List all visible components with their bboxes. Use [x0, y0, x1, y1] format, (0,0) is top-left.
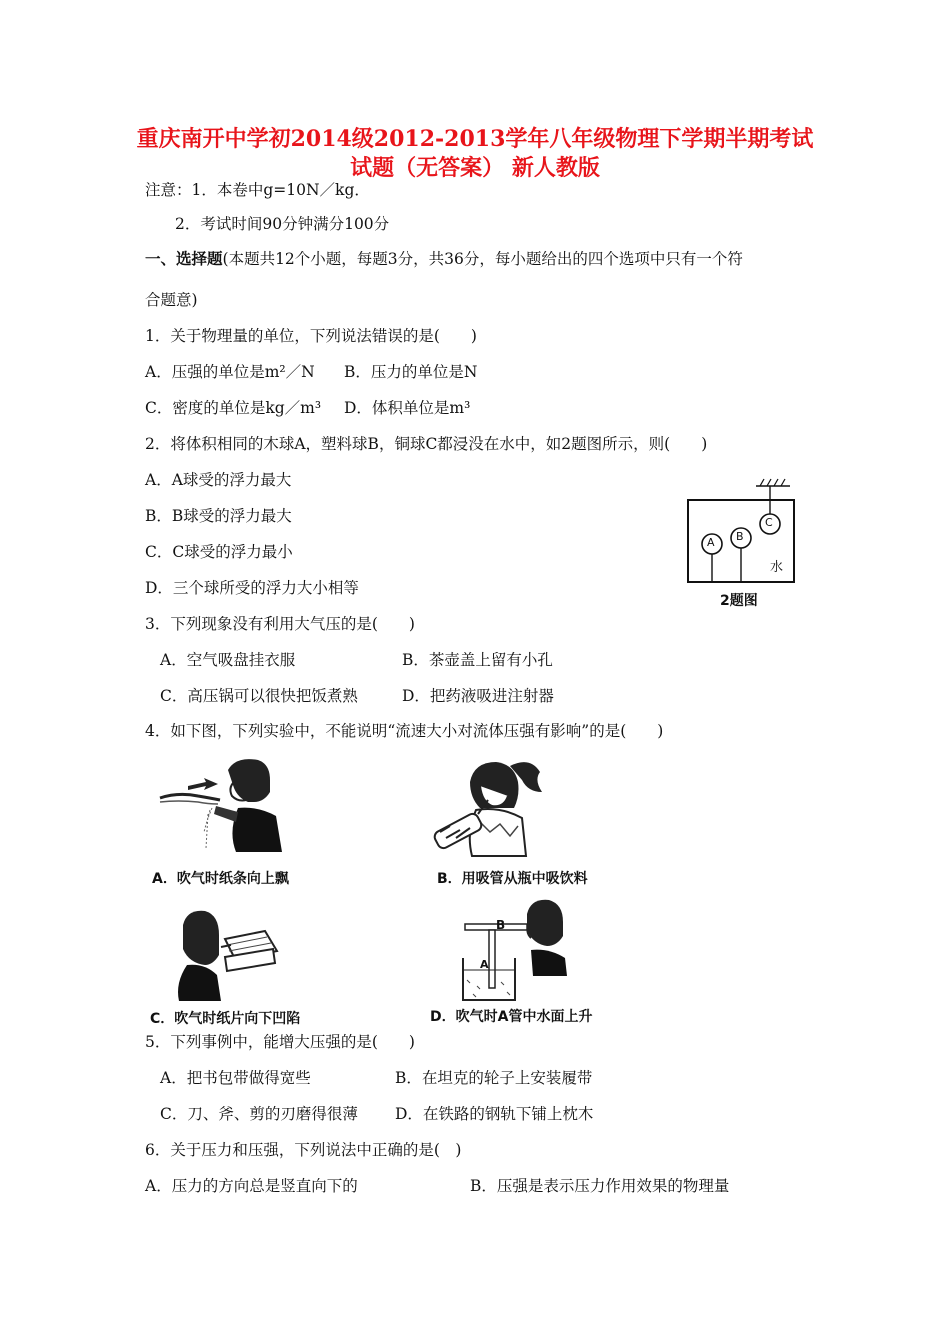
q6-option-b: B．压强是表示压力作用效果的物理量 — [470, 1177, 730, 1195]
q2-option-c: C．C球受的浮力最小 — [145, 543, 293, 561]
q4-figure-d-illustration — [445, 896, 575, 1006]
q3-option-c: C．高压锅可以很快把饭煮熟 — [160, 687, 358, 705]
q4-caption-c: C．吹气时纸片向下凹陷 — [150, 1011, 301, 1027]
q2-stem: 2．将体积相同的木球A，塑料球B，铜球C都浸没在水中，如2题图所示，则( ) — [145, 435, 708, 453]
q1-stem: 1．关于物理量的单位，下列说法错误的是( ) — [145, 327, 477, 345]
q6-option-a: A．压力的方向总是竖直向下的 — [145, 1177, 358, 1195]
q5-option-a: A．把书包带做得宽些 — [160, 1069, 311, 1087]
q1-option-b: B．压力的单位是N — [344, 363, 478, 381]
q4-figure-a-illustration — [158, 752, 298, 862]
section-heading: 一、选择题 — [145, 249, 223, 268]
doc-title-line1: 重庆南开中学初2014级2012-2013学年八年级物理下学期半期考试 — [136, 126, 814, 152]
section-desc: (本题共12个小题，每题3分，共36分，每小题给出的四个选项中只有一个符 — [222, 250, 743, 268]
q4-stem: 4．如下图，下列实验中，不能说明“流速大小对流体压强有影响”的是( ) — [145, 722, 664, 740]
q5-option-d: D．在铁路的钢轨下铺上枕木 — [395, 1105, 594, 1123]
note-1: 注意：1．本卷中g=10N／kg． — [145, 181, 370, 199]
q2-ball-c-label: C — [765, 516, 773, 529]
q1-option-a: A．压强的单位是m²／N — [145, 363, 315, 381]
q4-caption-d: D．吹气时A管中水面上升 — [430, 1009, 593, 1025]
q3-option-a: A．空气吸盘挂衣服 — [160, 651, 296, 669]
q4-figure-d-label-a: A — [480, 958, 489, 971]
doc-title-line2: 试题（无答案） 新人教版 — [350, 155, 600, 181]
q4-figure-d-label-b: B — [496, 918, 506, 932]
q3-stem: 3．下列现象没有利用大气压的是( ) — [145, 615, 415, 633]
q5-option-b: B．在坦克的轮子上安装履带 — [395, 1069, 593, 1087]
q4-caption-a: A．吹气时纸条向上飘 — [152, 871, 289, 887]
section-desc-2: 合题意) — [145, 291, 198, 309]
q4-figure-b-illustration — [430, 752, 560, 862]
q1-option-d: D．体积单位是m³ — [344, 399, 471, 417]
q1-option-c: C．密度的单位是kg／m³ — [145, 399, 322, 417]
q2-option-d: D．三个球所受的浮力大小相等 — [145, 579, 359, 597]
q3-option-d: D．把药液吸进注射器 — [402, 687, 554, 705]
q2-option-b: B．B球受的浮力最大 — [145, 507, 292, 525]
q6-stem: 6．关于压力和压强，下列说法中正确的是( ) — [145, 1141, 462, 1159]
section-heading-line — [145, 249, 743, 269]
q4-caption-b: B．用吸管从瓶中吸饮料 — [437, 871, 588, 887]
q2-water-label: 水 — [770, 560, 784, 575]
note-2: 2．考试时间90分钟满分100分 — [175, 215, 390, 233]
q2-figure-caption: 2题图 — [720, 593, 758, 609]
q2-ball-b-label: B — [736, 530, 744, 543]
q2-ball-a-label: A — [707, 536, 715, 549]
q5-stem: 5．下列事例中，能增大压强的是( ) — [145, 1033, 415, 1051]
q2-option-a: A．A球受的浮力最大 — [145, 471, 292, 489]
q3-option-b: B．茶壶盖上留有小孔 — [402, 651, 553, 669]
q4-figure-c-illustration — [165, 905, 285, 1005]
q5-option-c: C．刀、斧、剪的刃磨得很薄 — [160, 1105, 358, 1123]
